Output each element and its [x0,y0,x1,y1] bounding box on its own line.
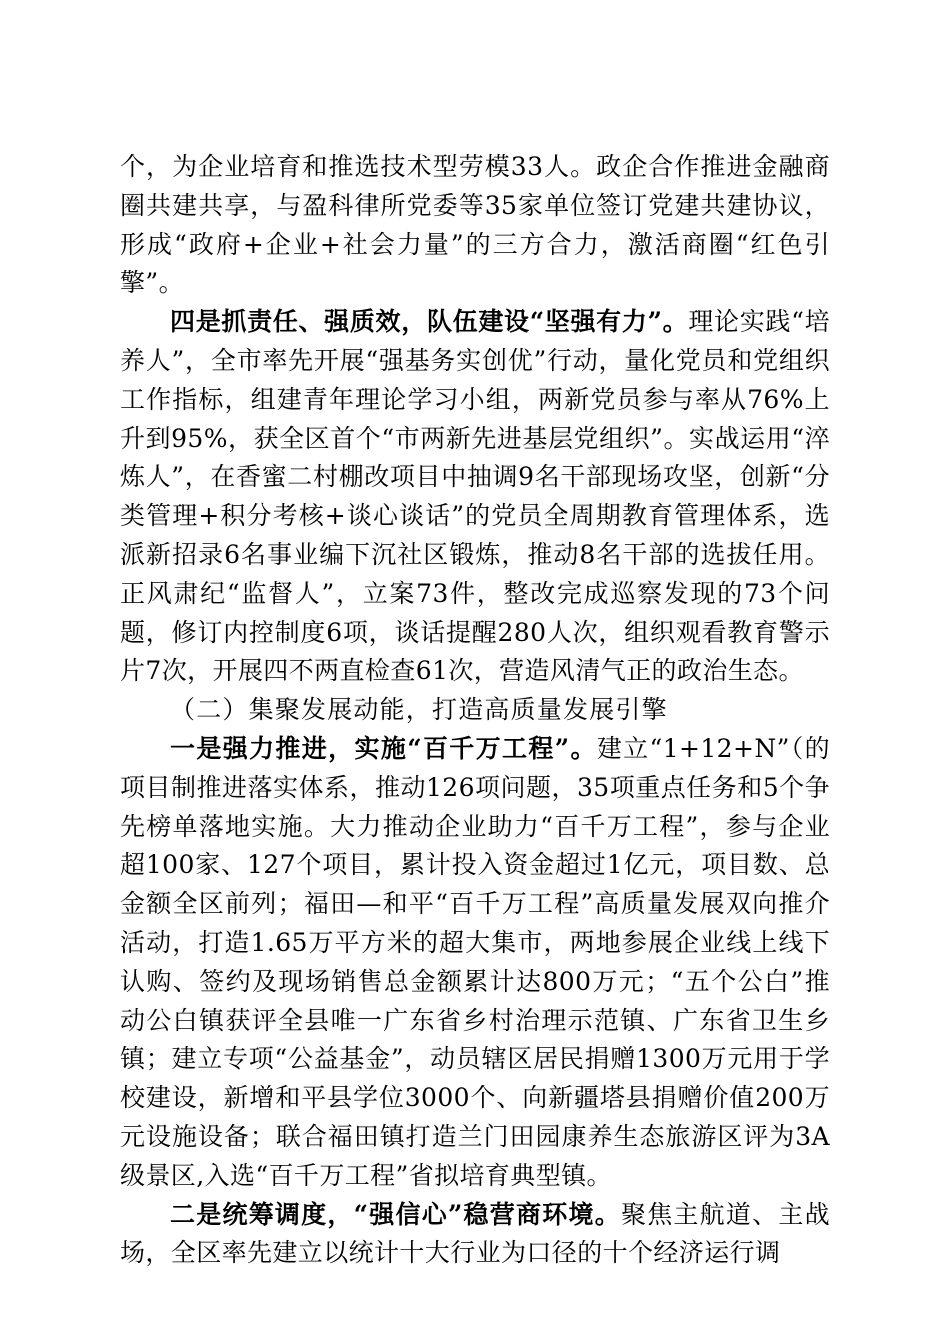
document-body [120,148,830,1273]
paragraph-text: 建立“1+12+N”（的项目制推进落实体系，推动126项问题，35项重点任务和5个争先榜单落地实施。大力推动企业助力“百千万工程”，参与企业超100家、127个项目，累计投入资金超过1亿元，项目数、总金额全区前列；福田—和平“百千万工程”高质量发展双向推介活动，打造1.65万平方米的超大集市，两地参展企业线上线下认购、签约及现场销售总金额累计达800万元；“五个公白”推动公白镇获评全县唯一广东省乡村治理示范镇、广东省卫生乡镇；建立专项“公益基金”，动员辖区居民捐赠1300万元用于学校建设，新增和平县学位3000个、向新疆塔县捐赠价值200万元设施设备；联合福田镇打造兰门田园康养生态旅游区评为3A级景区,入选“百千万工程”省拟培育典型镇。 [120,733,831,1190]
paragraph-team-building [120,303,830,691]
section-heading [120,691,830,730]
section-heading-text: （二）集聚发展动能，打造高质量发展引擎 [170,695,668,725]
paragraph-continuation [120,148,830,303]
paragraph-business-environment [120,1196,830,1274]
paragraph-project-promotion [120,730,830,1196]
paragraph-lead-heading: 一是强力推进，实施“百千万工程”。 [170,733,597,763]
paragraph-lead-heading: 四是抓责任、强质效，队伍建设“坚强有力”。 [170,307,689,337]
paragraph-text: 理论实践“培养人”，全市率先开展“强基务实创优”行动，量化党员和党组织工作指标，组建青年理论学习小组，两新党员参与率从76%上升到95%，获全区首个“市两新先进基层党组织”。实战运用“淬炼人”，在香蜜二村棚改项目中抽调9名干部现场攻坚，创新“分类管理+积分考核+谈心谈话”的党员全周期教育管理体系，选派新招录6名事业编下沉社区锻炼，推动8名干部的选拔任用。正风肃纪“监督人”，立案73件，整改完成巡察发现的73个问题，修订内控制度6项，谈话提醒280人次，组织观看教育警示片7次，开展四不两直检查61次，营造风清气正的政治生态。 [120,307,830,686]
paragraph-text: 聚焦主航道、主战场，全区率先建立以统计十大行业为口径的十个经济运行调 [120,1199,831,1268]
paragraph-text: 个，为企业培育和推选技术型劳模33人。政企合作推进金融商圈共建共享，与盈科律所党委等35家单位签订党建共建协议，形成“政府+企业+社会力量”的三方合力，激活商圈“红色引擎”。 [120,152,830,298]
paragraph-lead-heading: 二是统筹调度，“强信心”稳营商环境。 [170,1199,621,1229]
